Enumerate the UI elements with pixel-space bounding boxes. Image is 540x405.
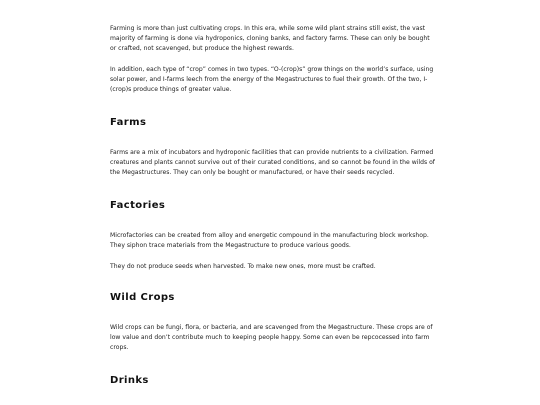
factories-body-2 bbox=[110, 262, 376, 272]
intro-paragraph-1: Farming is more than just cultivating crops. In this era, while some wild plant strains still exist, the vast majority of farming is done via hydroponics, cloning banks, and factory farms. These can only be bought or crafted, not scavenged, but produce the highest rewards. bbox=[110, 25, 430, 53]
section-heading-factories: Factories bbox=[110, 200, 166, 211]
section-drinks bbox=[110, 375, 149, 386]
factories-body bbox=[110, 231, 435, 251]
section-heading-farms: Farms bbox=[110, 117, 147, 128]
intro-paragraph-2: In addition, each type of “crop” comes in two types. “O-(crop)s” grow things on the world’s surface, using solar power, and I-farms leech from the energy of the Megastructures to fuel their growth. Of the two, I-(crop)s produce things of greater value. bbox=[110, 66, 434, 94]
section-heading-wild-crops: Wild Crops bbox=[110, 292, 175, 303]
section-farms bbox=[110, 117, 146, 128]
wild-crops-body bbox=[110, 323, 435, 354]
factories-paragraph-2: They do not produce seeds when harvested. To make new ones, more must be crafted. bbox=[110, 263, 376, 270]
farms-paragraph: Farms are a mix of incubators and hydroponic facilities that can provide nutrients to a civilization. Farmed creatures and plants cannot survive out of their curated conditions, and so cannot be found in the wilds of the Megastructures. They can only be bought or manufactured, or have their seeds recycled. bbox=[110, 149, 435, 177]
factories-paragraph-1: Microfactories can be created from alloy and energetic compound in the manufacturing block workshop. They siphon trace materials from the Megastructure to produce various goods. bbox=[110, 232, 429, 250]
intro-block bbox=[110, 24, 435, 55]
wild-crops-paragraph: Wild crops can be fungi, flora, or bacteria, and are scavenged from the Megastructure. These crops are of low value and don’t contribute much to keeping people happy. Some can even be repcocessed into farm crops. bbox=[110, 324, 433, 352]
section-heading-drinks: Drinks bbox=[110, 375, 149, 386]
farms-body bbox=[110, 148, 435, 179]
section-wild-crops bbox=[110, 292, 175, 303]
section-factories bbox=[110, 200, 165, 211]
intro-block-2 bbox=[110, 65, 435, 96]
